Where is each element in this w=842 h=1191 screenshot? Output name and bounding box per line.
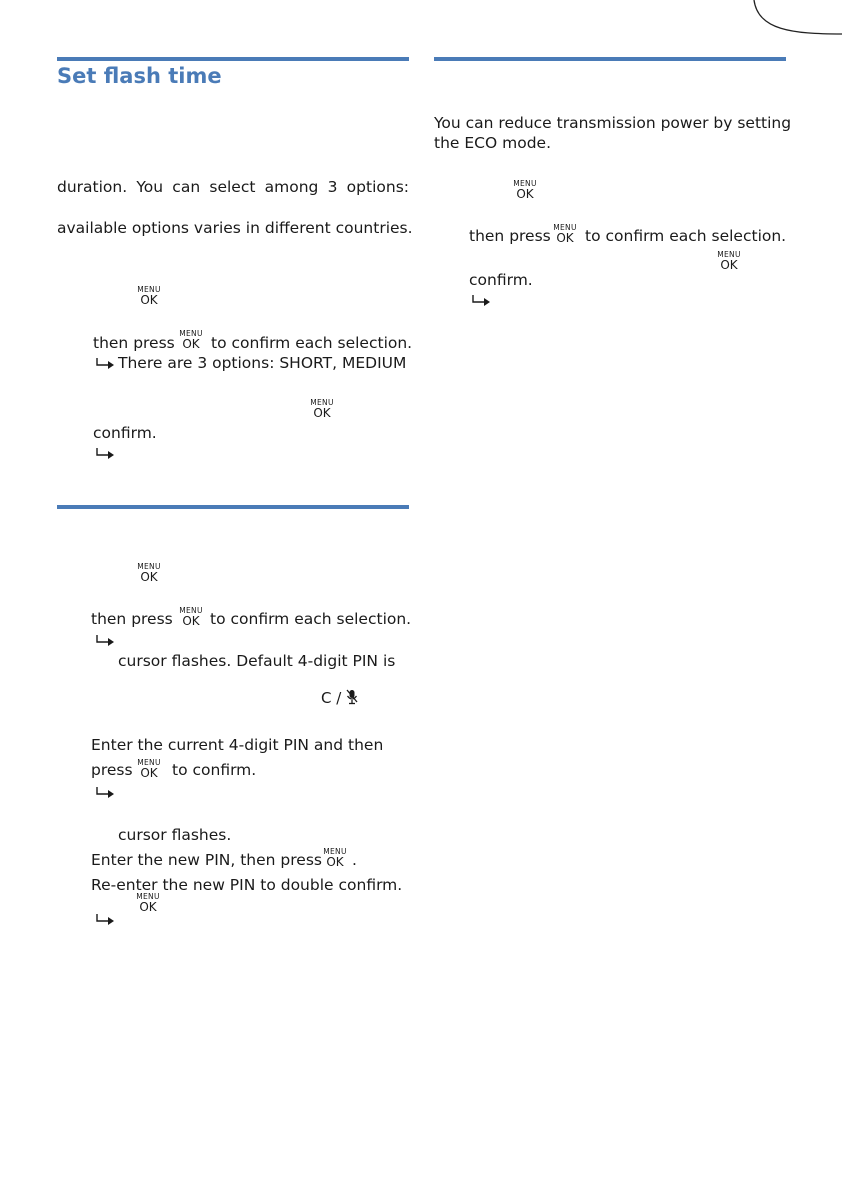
flash-time-rule	[57, 57, 409, 61]
flash-intro-line1: duration. You can select among 3 options:	[57, 178, 409, 196]
pin-step2-text: then press	[91, 610, 173, 628]
result-arrow-icon	[95, 634, 117, 648]
menu-ok-key-icon: MENU OK	[137, 758, 161, 780]
pin-enter-new: Enter the new PIN, then press	[91, 851, 322, 869]
pin-enter-new-suffix: .	[352, 851, 357, 869]
result-arrow-icon	[471, 294, 493, 308]
pin-reenter: Re-enter the new PIN to double confirm.	[91, 876, 403, 894]
clear-key-label: C /	[321, 689, 342, 707]
pin-enter-current: Enter the current 4-digit PIN and then	[91, 736, 384, 754]
pin-to-confirm: to confirm.	[172, 761, 257, 779]
menu-ok-key-icon: MENU OK	[310, 398, 334, 420]
eco-intro-line1: You can reduce transmission power by setting	[434, 114, 792, 132]
result-arrow-icon	[95, 357, 117, 371]
menu-ok-key-icon: MENU OK	[136, 892, 160, 914]
page-corner-curve	[752, 0, 842, 50]
flash-step2-suffix: to confirm each selection.	[211, 334, 413, 352]
flash-time-heading: Set flash time	[57, 64, 222, 88]
eco-section-rule	[434, 57, 786, 61]
menu-ok-key-icon: MENU OK	[553, 223, 577, 245]
result-arrow-icon	[95, 447, 117, 461]
menu-ok-key-icon: MENU OK	[717, 250, 741, 272]
eco-intro-line2: the ECO mode.	[434, 134, 551, 152]
flash-step3-confirm: confirm.	[93, 424, 157, 442]
flash-options-result: There are 3 options: SHORT, MEDIUM	[118, 354, 407, 372]
result-arrow-icon	[95, 786, 117, 800]
menu-ok-key-icon: MENU OK	[513, 179, 537, 201]
menu-ok-key-icon: MENU OK	[179, 606, 203, 628]
flash-step2-text: then press	[93, 334, 175, 352]
eco-step2-suffix: to confirm each selection.	[585, 227, 787, 245]
result-arrow-icon	[95, 913, 117, 927]
pin-section-rule	[57, 505, 409, 509]
menu-ok-key-icon: MENU OK	[323, 847, 347, 869]
mute-mic-icon	[346, 689, 358, 705]
eco-step2-text: then press	[469, 227, 551, 245]
menu-ok-key-icon: MENU OK	[137, 285, 161, 307]
clear-mute-key	[321, 689, 358, 707]
pin-cursor-flashes: cursor flashes.	[118, 826, 232, 844]
eco-step3-confirm: confirm.	[469, 271, 533, 289]
flash-intro-line2: available options varies in different countries.	[57, 219, 413, 237]
menu-ok-key-icon: MENU OK	[137, 562, 161, 584]
pin-step2-suffix: to confirm each selection.	[210, 610, 412, 628]
pin-press-text: press	[91, 761, 133, 779]
pin-cursor-default: cursor flashes. Default 4-digit PIN is	[118, 652, 396, 670]
menu-ok-key-icon: MENU OK	[179, 329, 203, 351]
